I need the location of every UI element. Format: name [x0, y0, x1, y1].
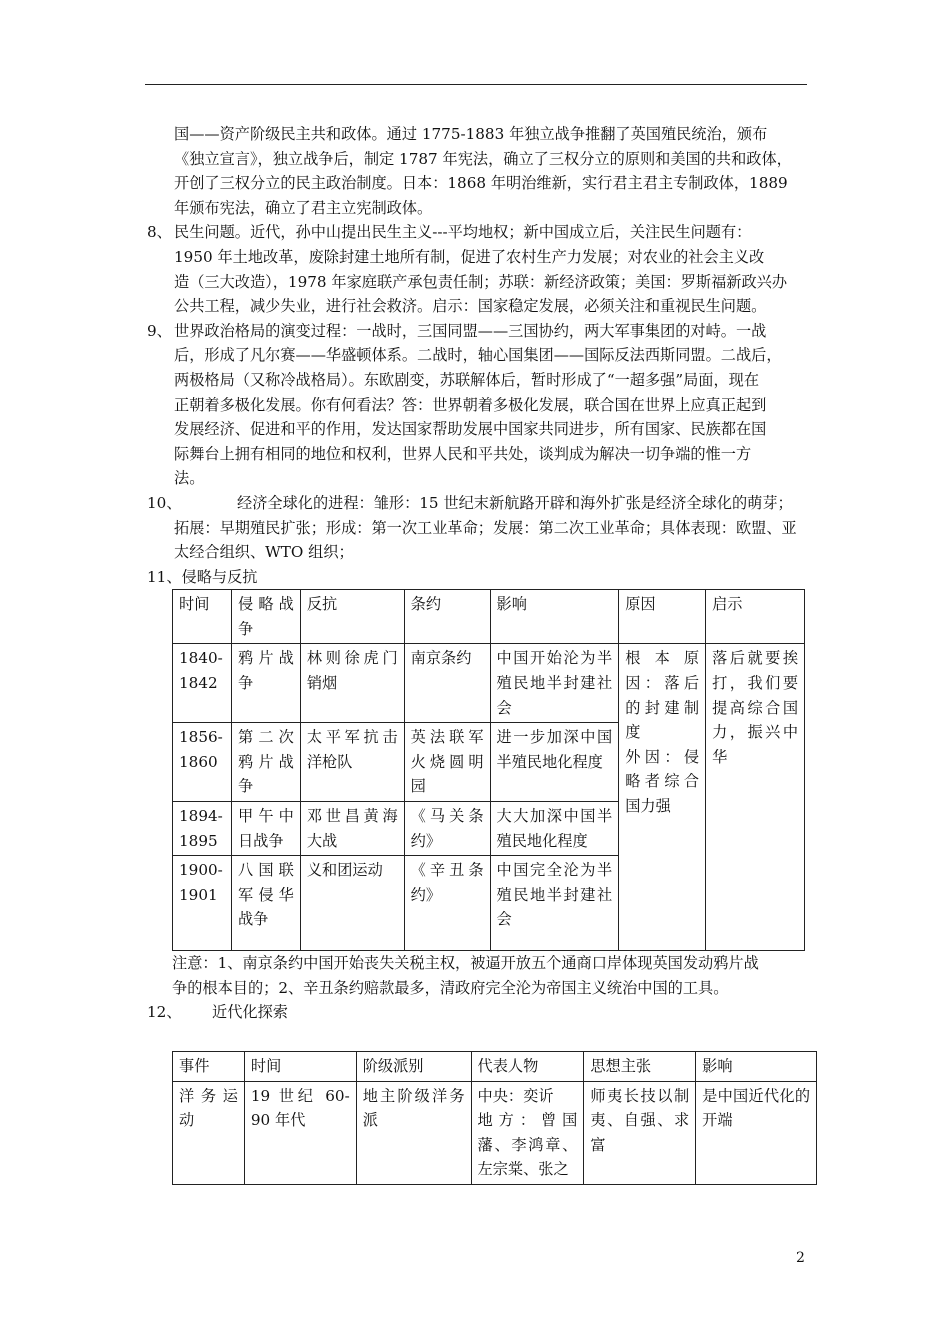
table-header-cell: 阶级派别: [356, 1052, 471, 1082]
table-cell: 19 世纪 60-90 年代: [244, 1081, 356, 1184]
text-line: 造（三大改造），1978 年家庭联产承包责任制；苏联：新经济政策；美国：罗斯福新政兴办: [174, 272, 788, 291]
text-line: 开创了三权分立的民主政治制度。日本：1868 年明治维新，实行君主君主专制政体，1889: [174, 174, 788, 193]
table-cell: 洋务运动: [173, 1081, 245, 1184]
item-12: [147, 1000, 807, 1025]
table-header-cell: 思想主张: [584, 1052, 696, 1082]
text-line: 公共工程，减少失业，进行社会救济。启示：国家稳定发展，必须关注和重视民生问题。: [174, 297, 767, 316]
table-cell: 1894-1895: [173, 802, 232, 856]
table-cell: 中国开始沦为半殖民地半封建社会: [490, 644, 619, 723]
table-header-cell: 反抗: [300, 590, 404, 644]
table-cell: 《辛丑条约》: [404, 856, 490, 951]
item-number: 9、: [147, 321, 172, 340]
table-cell: 《马关条约》: [404, 802, 490, 856]
table-header-row: [173, 1052, 817, 1082]
text-line: 争的根本目的；2、辛丑条约赔款最多，清政府完全沦为帝国主义统治中国的工具。: [172, 978, 729, 997]
table-cell: 中央：奕䜣 地方：曾国藩、李鸿章、左宗棠、张之: [471, 1081, 584, 1184]
text-line: 国——资产阶级民主共和政体。通过 1775-1883 年独立战争推翻了英国殖民统治，颁布: [174, 125, 768, 143]
text-line: 《独立宣言》，独立战争后，制定 1787 年宪法，确立了三权分立的原则和美国的共和政体，: [174, 149, 792, 168]
text-line: 后，形成了凡尔赛——华盛顿体系。二战时，轴心国集团——国际反法西斯同盟。二战后，: [174, 346, 782, 365]
table-cell: 甲午中日战争: [231, 802, 300, 856]
table-cell: 1856-1860: [173, 723, 232, 802]
text-line: 拓展：早期殖民扩张；形成：第一次工业革命；发展：第二次工业革命；具体表现：欧盟、亚: [174, 518, 797, 537]
table-row: [173, 644, 805, 723]
table-cell: 邓世昌黄海大战: [300, 802, 404, 856]
table-cell: 太平军抗击洋枪队: [300, 723, 404, 802]
table-header-cell: 影响: [490, 590, 619, 644]
text-line: 正朝着多极化发展。你有何看法？答：世界朝着多极化发展，联合国在世界上应真正起到: [174, 395, 767, 414]
table-note: [147, 951, 807, 1000]
table-cell: 八国联军侵华战争: [231, 856, 300, 951]
page-content: [147, 122, 810, 1185]
text-line: 年颁布宪法，确立了君主立宪制政体。: [174, 198, 433, 217]
table-header-cell: 事件: [173, 1052, 245, 1082]
table-cell: 鸦片战争: [231, 644, 300, 723]
table-cell: 英法联军火烧圆明园: [404, 723, 490, 802]
item-9: [147, 319, 807, 491]
text-line: 民生问题。近代，孙中山提出民生主义---平均地权；新中国成立后，关注民生问题有：: [174, 223, 752, 242]
continued-paragraph: [147, 122, 807, 220]
table-header-cell: 时间: [244, 1052, 356, 1082]
header-rule: [145, 84, 807, 85]
item-8: [147, 220, 807, 318]
text-line: 世界政治格局的演变过程：一战时，三国同盟——三国协约，两大军事集团的对峙。一战: [174, 321, 767, 340]
item-10: [147, 491, 807, 565]
table-header-cell: 代表人物: [471, 1052, 584, 1082]
table-header-row: [173, 590, 805, 644]
text-line: 太经合组织、WTO 组织；: [174, 543, 354, 562]
invasion-resistance-table: [172, 589, 805, 951]
table-header-cell: 启示: [706, 590, 805, 644]
text-line: 发展经济、促进和平的作用，发达国家帮助发展中国家共同进步，所有国家、民族都在国: [174, 420, 767, 439]
table-cell: 南京条约: [404, 644, 490, 723]
cause-cell: 根本原因：落后的封建制度 外因：侵略者综合国力强: [619, 644, 706, 951]
table-cell: 林则徐虎门销烟: [300, 644, 404, 723]
table-cell: 第二次鸦片战争: [231, 723, 300, 802]
table-cell: 1900-1901: [173, 856, 232, 951]
table-header-cell: 侵略战争: [231, 590, 300, 644]
table-cell: 地主阶级洋务派: [356, 1081, 471, 1184]
item-number: 12、: [147, 1003, 182, 1022]
lesson-cell: 落后就要挨打，我们要提高综合国力，振兴中华: [706, 644, 805, 951]
table-cell: 师夷长技以制夷、自强、求富: [584, 1081, 696, 1184]
section-heading-12: 近代化探索: [212, 1003, 288, 1022]
modernization-table: [172, 1051, 817, 1185]
table-cell: 中国完全沦为半殖民地半封建社会: [490, 856, 619, 951]
table-cell: 大大加深中国半殖民地化程度: [490, 802, 619, 856]
table-cell: 进一步加深中国半殖民地化程度: [490, 723, 619, 802]
text-line: 1950 年土地改革，废除封建土地所有制，促进了农村生产力发展；对农业的社会主义改: [174, 247, 765, 266]
section-heading-11: 11、侵略与反抗: [147, 567, 258, 586]
text-line: 注意：1、南京条约中国开始丧失关税主权，被逼开放五个通商口岸体现英国发动鸦片战: [172, 954, 759, 973]
item-number: 10、: [147, 493, 182, 512]
table-row: [173, 1081, 817, 1184]
page-number: 2: [796, 1250, 805, 1266]
table-cell: 是中国近代化的开端: [696, 1081, 817, 1184]
table-header-cell: 影响: [696, 1052, 817, 1082]
table-header-cell: 条约: [404, 590, 490, 644]
text-line: 际舞台上拥有相同的地位和权利，世界人民和平共处，谈判成为解决一切争端的惟一方: [174, 444, 752, 463]
table-cell: 义和团运动: [300, 856, 404, 951]
text-line: 两极格局（又称冷战格局）。东欧剧变，苏联解体后，暂时形成了“一超多强”局面，现在: [174, 370, 760, 389]
table-cell: 1840-1842: [173, 644, 232, 723]
item-number: 8、: [147, 223, 172, 242]
text-line: 经济全球化的进程：雏形：15 世纪末新航路开辟和海外扩张是经济全球化的萌芽；: [237, 493, 793, 512]
table-header-cell: 原因: [619, 590, 706, 644]
table-header-cell: 时间: [173, 590, 232, 644]
text-line: 法。: [174, 469, 205, 488]
